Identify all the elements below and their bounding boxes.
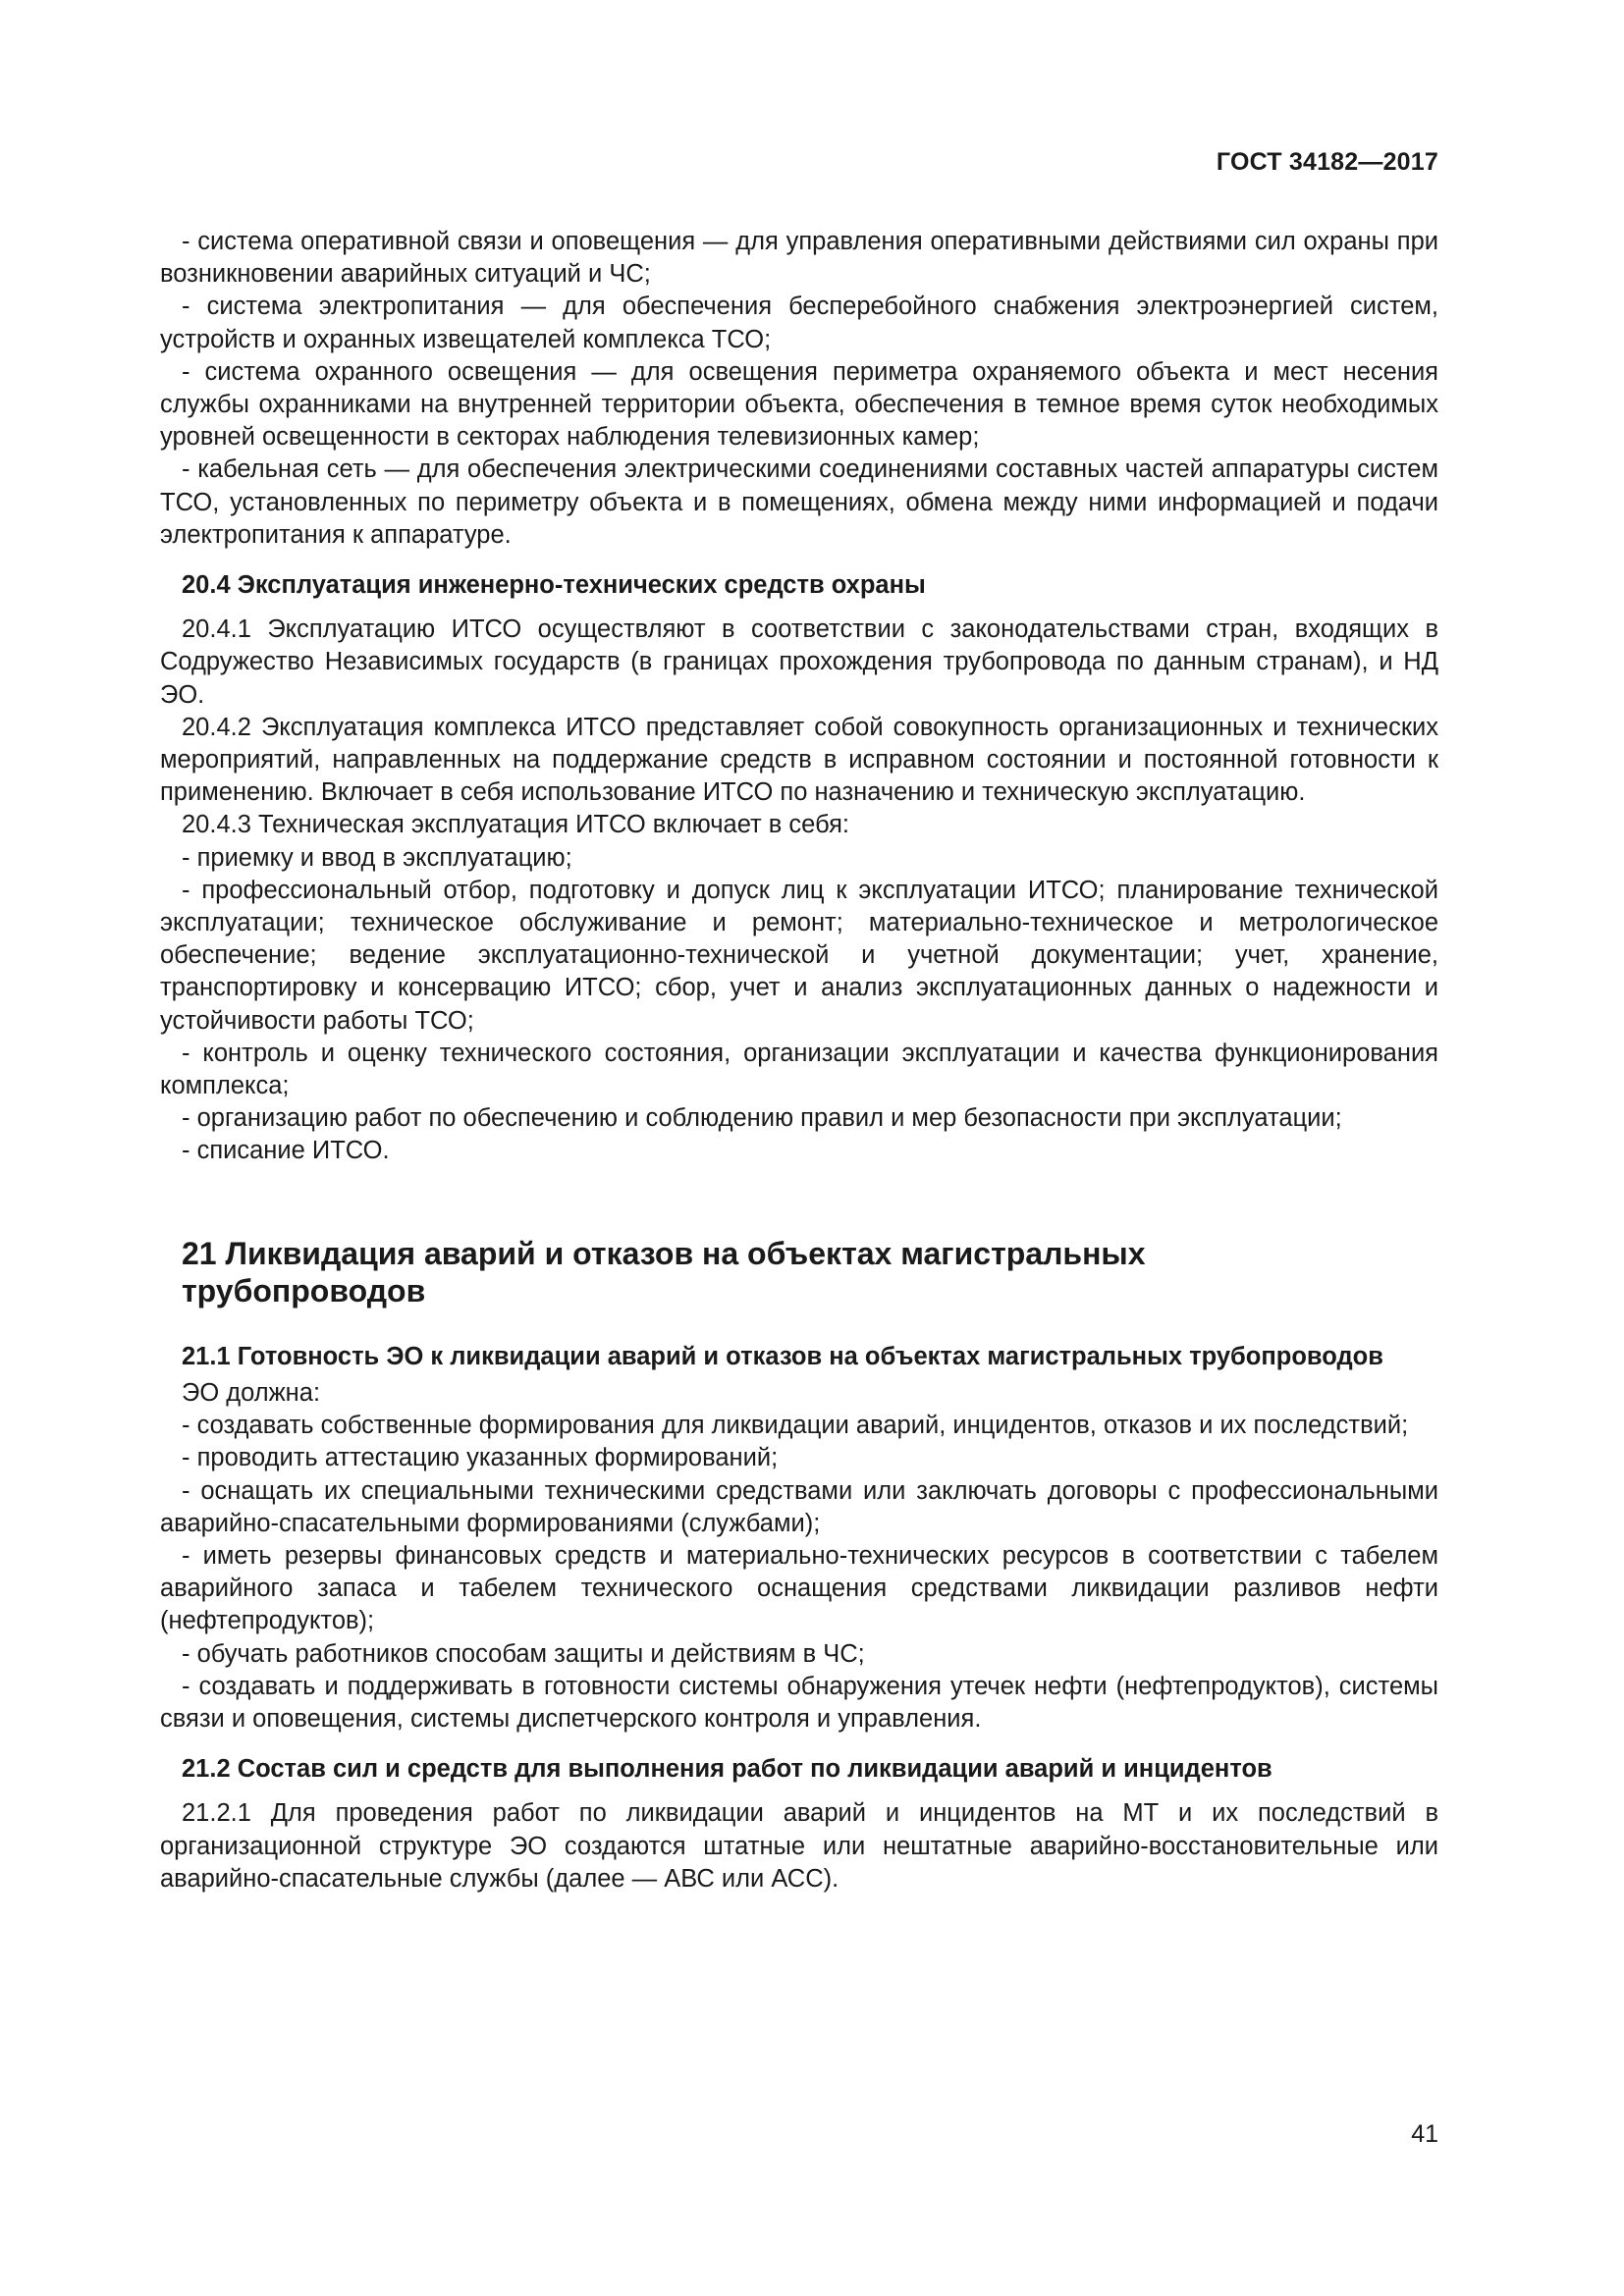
page-number: 41 [1411,2120,1438,2148]
list-item: - обучать работников способам защиты и действиям в ЧС; [182,1639,865,1668]
list-item: - создавать и поддерживать в готовности системы обнаружения утечек нефти (нефтепродуктов), системы связи и оповещения, системы диспетчерского контроля и управления. [160,1672,1438,1733]
subsection-heading-20-4: 20.4 Эксплуатация инженерно-технических средств охраны [182,571,926,600]
list-item: - система охранного освещения — для освещения периметра охраняемого объекта и мест несения службы охранниками на внутренней территории объекта, обеспечения в темное время суток необходимых уровней освещенности в секторах наблюдения телевизионных камер; [160,357,1438,452]
list-item: - система электропитания — для обеспечения бесперебойного снабжения электроэнергией систем, устройств и охранных извещателей комплекса ТСО; [160,293,1438,353]
list-item: - кабельная сеть — для обеспечения электрическими соединениями составных частей аппаратуры систем ТСО, установленных по периметру объекта и в помещениях, обмена между ними информацией и подачи электропитания к аппаратуре. [160,455,1438,549]
paragraph-20-4-1: 20.4.1 Эксплуатацию ИТСО осуществляют в соответствии с законодательствами стран, входящих в Содружество Независимых государств (в границах прохождения трубопровода по данным странам), и НД ЭО. [160,615,1438,709]
paragraph-lead: ЭО должна: [182,1378,321,1407]
subsection-heading-21-1: 21.1 Готовность ЭО к ликвидации аварий и отказов на объектах магистральных трубопроводов [182,1342,1383,1370]
paragraph-21-2-1: 21.2.1 Для проведения работ по ликвидации аварий и инцидентов на МТ и их последствий в организационной структуре ЭО создаются штатные или нештатные аварийно-восстановительные или аварийно-спасательные службы (далее — АВС или АСС). [160,1799,1438,1893]
paragraph-20-4-3: 20.4.3 Техническая эксплуатация ИТСО включает в себя: [182,811,850,839]
list-item: - профессиональный отбор, подготовку и допуск лиц к эксплуатации ИТСО; планирование технической эксплуатации; техническое обслуживание и ремонт; материально-техническое и метрологическое обеспечение; ведение эксплуатационно-технической и учетной документации; учет, хранение, транспортировку и консервацию ИТСО; сбор, учет и анализ эксплуатационных данных о надежности и устойчивости работы ТСО; [160,876,1438,1035]
list-item: - оснащать их специальными техническими средствами или заключать договоры с профессиональными аварийно-спасательными формированиями (службами); [160,1476,1438,1537]
section-heading-21: 21 Ликвидация аварий и отказов на объектах магистральных трубопроводов [182,1235,1146,1308]
paragraph-20-4-2: 20.4.2 Эксплуатация комплекса ИТСО представляет собой совокупность организационных и технических мероприятий, направленных на поддержание средств в исправном состоянии и постоянной готовности к применению. Включает в себя использование ИТСО по назначению и техническую эксплуатацию. [160,713,1438,807]
document-body [160,226,1438,1896]
list-item: - списание ИТСО. [182,1137,390,1165]
list-item: - организацию работ по обеспечению и соблюдению правил и мер безопасности при эксплуатации; [182,1104,1342,1133]
list-item: - приемку и ввод в эксплуатацию; [182,843,572,872]
list-item: - иметь резервы финансовых средств и материально-технических ресурсов в соответствии с табелем аварийного запаса и табелем технического оснащения средствами ликвидации разливов нефти (нефтепродуктов); [160,1541,1438,1635]
subsection-heading-21-2: 21.2 Состав сил и средств для выполнения работ по ликвидации аварий и инцидентов [182,1755,1272,1784]
list-item: - система оперативной связи и оповещения — для управления оперативными действиями сил охраны при возникновении аварийных ситуаций и ЧС; [160,228,1438,289]
list-item: - контроль и оценку технического состояния, организации эксплуатации и качества функционирования комплекса; [160,1039,1438,1100]
document-code: ГОСТ 34182—2017 [1216,148,1438,176]
list-item: - проводить аттестацию указанных формирований; [182,1444,779,1472]
list-item: - создавать собственные формирования для ликвидации аварий, инцидентов, отказов и их последствий; [182,1412,1409,1440]
